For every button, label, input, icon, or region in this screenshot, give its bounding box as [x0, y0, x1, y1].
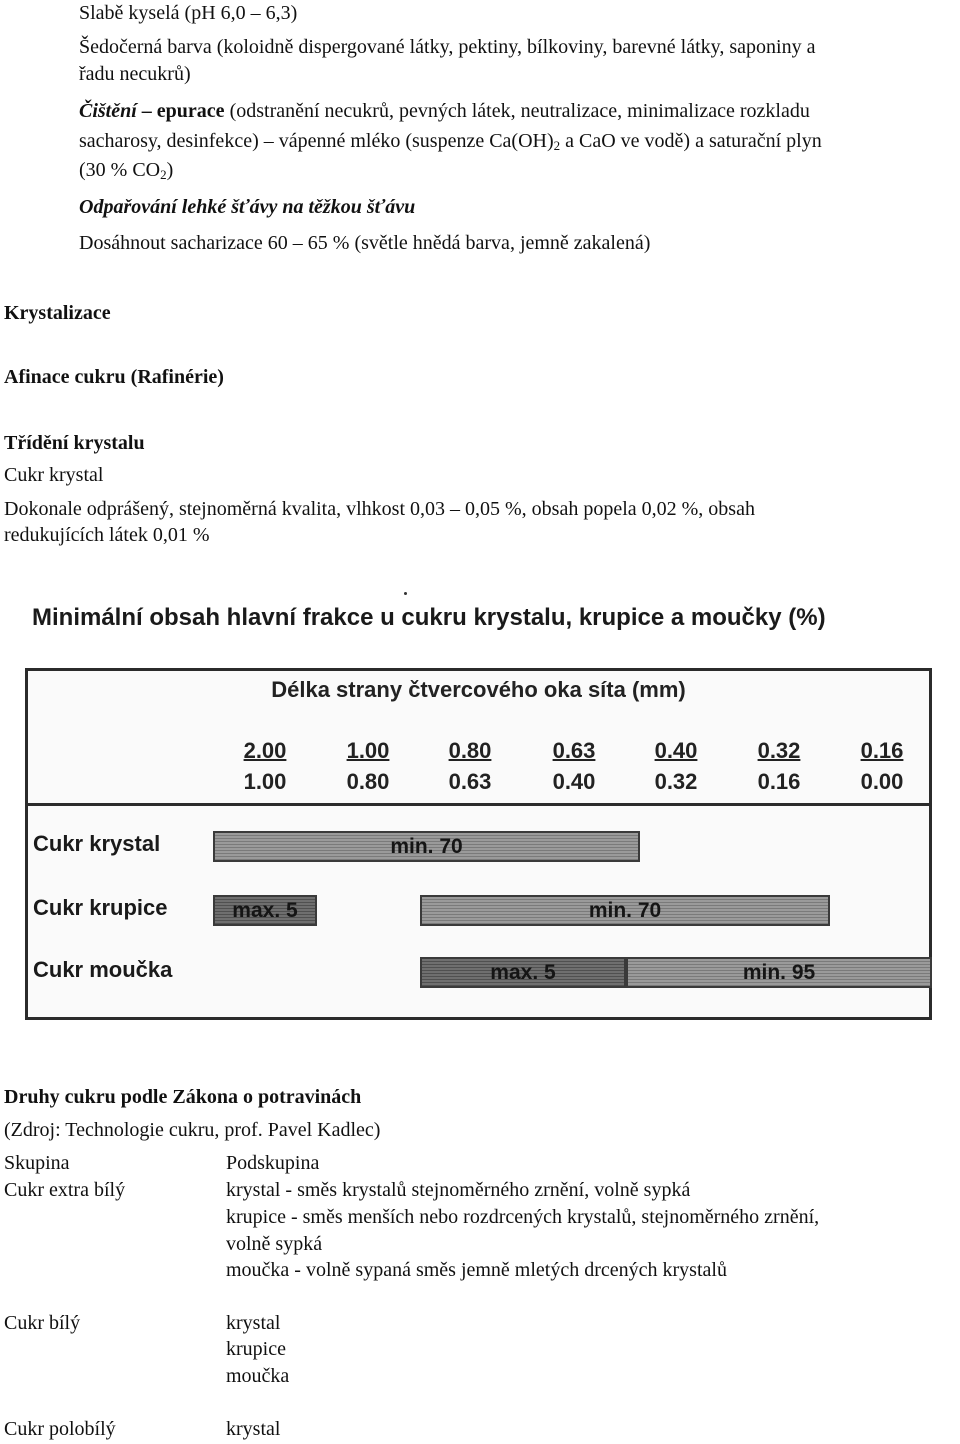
- subgroup-item: krupice: [226, 1338, 286, 1360]
- text-color-line1: Šedočerná barva (koloidně dispergované látky, pektiny, bílkoviny, barevné látky, saponiny a: [79, 36, 816, 58]
- heading-afinace: Afinace cukru (Rafinérie): [4, 366, 224, 388]
- bar-moucka-min: min. 95: [626, 957, 932, 988]
- bar-krystal-min: min. 70: [213, 831, 640, 862]
- heading-druhy: Druhy cukru podle Zákona o potravinách: [4, 1086, 362, 1108]
- subgroup-item: krystal - směs krystalů stejnoměrného zrnění, volně sypká: [226, 1179, 691, 1201]
- text-cisteni-line3: [79, 157, 173, 188]
- scan-speck: [404, 592, 407, 595]
- column-sieve: [430, 735, 510, 797]
- column-sieve: [534, 735, 614, 797]
- row-label-krystal: Cukr krystal: [33, 831, 161, 856]
- column-upper: 0.80: [448, 738, 492, 763]
- column-upper: 2.00: [243, 738, 287, 763]
- text-cisteni-line1: [79, 98, 810, 125]
- heading-trideni: Třídění krystalu: [4, 432, 145, 454]
- text-ph: Slabě kyselá (pH 6,0 – 6,3): [79, 2, 298, 24]
- subgroup-item: moučka - volně sypaná směs jemně mletých drcených krystalů: [226, 1259, 727, 1281]
- column-lower: 0.40: [552, 769, 596, 794]
- subgroup-item: krupice - směs menších nebo rozdrcených krystalů, stejnoměrného zrnění,: [226, 1206, 820, 1228]
- column-sieve: [636, 735, 716, 797]
- cisteni-line3-a: (30 % CO: [79, 159, 161, 181]
- column-upper: 0.63: [552, 738, 596, 763]
- column-lower: 1.00: [243, 769, 287, 794]
- text-cisteni-line2: [79, 128, 822, 159]
- bar-krupice-min: min. 70: [420, 895, 830, 926]
- heading-odparovani: Odpařování lehké šťávy na těžkou šťávu: [79, 196, 416, 218]
- bar-moucka-max: max. 5: [420, 957, 626, 988]
- column-sieve: [328, 735, 408, 797]
- column-sieve: [739, 735, 819, 797]
- bar-krupice-max: max. 5: [213, 895, 317, 926]
- column-lower: 0.80: [346, 769, 390, 794]
- text-source: (Zdroj: Technologie cukru, prof. Pavel Kadlec): [4, 1119, 381, 1141]
- cisteni-term: Čištění: [79, 100, 137, 122]
- row-label-krupice: Cukr krupice: [33, 895, 168, 920]
- sieve-figure: [25, 668, 932, 1020]
- column-upper: 0.16: [860, 738, 904, 763]
- column-lower: 0.00: [860, 769, 904, 794]
- column-sieve: [225, 735, 305, 797]
- subgroup-item: krystal: [226, 1418, 281, 1440]
- heading-krystalizace: Krystalizace: [4, 302, 111, 324]
- column-lower: 0.16: [757, 769, 801, 794]
- figure-header: [28, 671, 929, 806]
- text-desc-line1: Dokonale odprášený, stejnoměrná kvalita, vlhkost 0,03 – 0,05 %, obsah popela 0,02 %, obsah: [4, 498, 755, 520]
- cisteni-line2-b: a CaO ve vodě) a saturační plyn: [560, 130, 822, 152]
- column-lower: 0.32: [654, 769, 698, 794]
- text-color-line2: řadu necukrů): [79, 63, 191, 85]
- cisteni-line3-b: ): [166, 159, 174, 181]
- column-header-podskupina: Podskupina: [226, 1152, 320, 1174]
- row-label-moucka: Cukr moučka: [33, 957, 173, 982]
- column-lower: 0.63: [448, 769, 492, 794]
- subgroup-item: moučka: [226, 1365, 290, 1387]
- column-header-skupina: Skupina: [4, 1152, 70, 1174]
- subscript: 2: [553, 138, 561, 153]
- text-desc-line2: redukujících látek 0,01 %: [4, 524, 210, 546]
- column-upper: 1.00: [346, 738, 390, 763]
- column-upper: 0.32: [757, 738, 801, 763]
- subgroup-item: volně sypká: [226, 1233, 323, 1255]
- column-sieve: [842, 735, 922, 797]
- group-extra-bily: Cukr extra bílý: [4, 1179, 126, 1201]
- subgroup-item: krystal: [226, 1312, 281, 1334]
- text-cukr-krystal: Cukr krystal: [4, 464, 104, 486]
- text-sacharizace: Dosáhnout sacharizace 60 – 65 % (světle hnědá barva, jemně zakalená): [79, 232, 651, 254]
- epurace-term: – epurace: [136, 100, 225, 122]
- figure-title: Minimální obsah hlavní frakce u cukru krystalu, krupice a moučky (%): [32, 604, 826, 631]
- cisteni-line2-a: sacharosy, desinfekce) – vápenné mléko (suspenze Ca(OH): [79, 130, 554, 152]
- group-polobily: Cukr polobílý: [4, 1418, 116, 1440]
- group-bily: Cukr bílý: [4, 1312, 81, 1334]
- column-upper: 0.40: [654, 738, 698, 763]
- figure-header-title: Délka strany čtvercového oka síta (mm): [271, 677, 686, 702]
- subscript: 2: [160, 167, 167, 182]
- cisteni-desc: (odstranění necukrů, pevných látek, neutralizace, minimalizace rozkladu: [224, 100, 810, 122]
